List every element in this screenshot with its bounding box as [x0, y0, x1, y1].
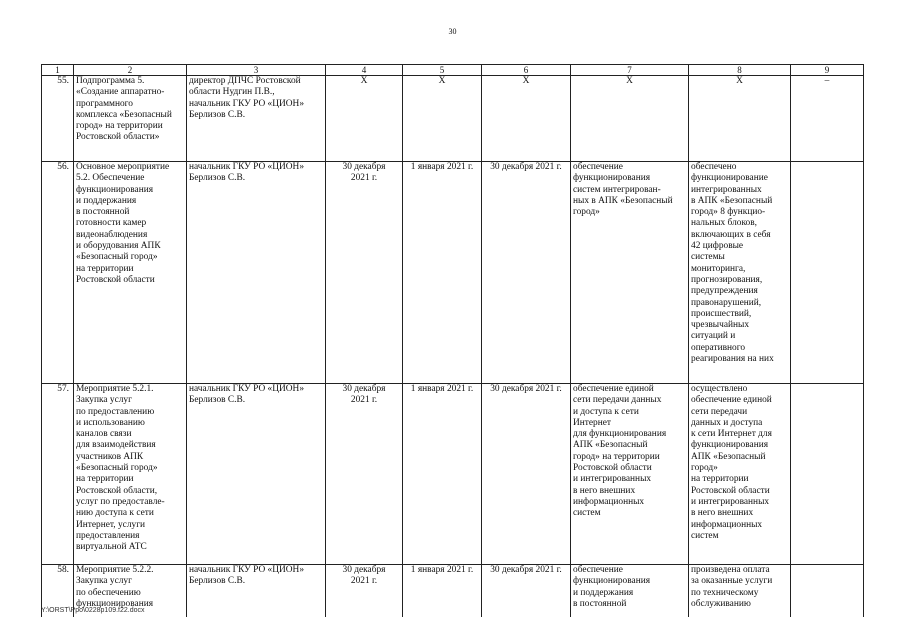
- planned-date: Х: [326, 76, 403, 162]
- planned-date: 30 декабря 2021 г.: [326, 162, 403, 384]
- expected-result: Х: [571, 76, 689, 162]
- header-cell-8: 8: [689, 65, 791, 76]
- planned-date: 30 декабря 2021 г.: [326, 384, 403, 565]
- end-date: Х: [482, 76, 571, 162]
- header-cell-1: 1: [42, 65, 74, 76]
- responsible-person: начальник ГКУ РО «ЦИОН» Берлизов С.В.: [187, 162, 326, 384]
- start-date: 1 января 2021 г.: [403, 565, 482, 617]
- header-cell-6: 6: [482, 65, 571, 76]
- header-cell-7: 7: [571, 65, 689, 76]
- report-table: [41, 64, 864, 617]
- notes: –: [791, 76, 864, 162]
- header-cell-4: 4: [326, 65, 403, 76]
- event-name: Подпрограмма 5. «Создание аппаратно- программного комплекса «Безопасный город» на территории Ростовской области»: [74, 76, 187, 162]
- start-date: 1 января 2021 г.: [403, 384, 482, 565]
- notes: [791, 384, 864, 565]
- actual-result: произведена оплата за оказанные услуги по техническому обслуживанию: [689, 565, 791, 617]
- event-name: Основное мероприятие 5.2. Обеспечение функционирования и поддержания в постоянной готовности камер видеонаблюдения и оборудования АПК «Безопасный город» на территории Ростовской области: [74, 162, 187, 384]
- header-cell-9: 9: [791, 65, 864, 76]
- start-date: 1 января 2021 г.: [403, 162, 482, 384]
- row-number: 57.: [42, 384, 74, 565]
- start-date: Х: [403, 76, 482, 162]
- responsible-person: директор ДПЧС Ростовской области Нудгин П.В., начальник ГКУ РО «ЦИОН» Берлизов С.В.: [187, 76, 326, 162]
- notes: [791, 565, 864, 617]
- end-date: 30 декабря 2021 г.: [482, 565, 571, 617]
- file-path-footer: Y:\ORST\Ppo\0228p109.f22.docx: [41, 607, 145, 614]
- table-row: [42, 76, 864, 162]
- table-row: [42, 384, 864, 565]
- header-row: [42, 65, 864, 76]
- page-number: 30: [448, 27, 457, 36]
- row-number: 58.: [42, 565, 74, 617]
- end-date: 30 декабря 2021 г.: [482, 384, 571, 565]
- end-date: 30 декабря 2021 г.: [482, 162, 571, 384]
- expected-result: обеспечение функционирования и поддержания в постоянной: [571, 565, 689, 617]
- actual-result: осуществлено обеспечение единой сети передачи данных и доступа к сети Интернет для функционирования АПК «Безопасный город» на территории Ростовской области и интегрированных в него внешних информационных систем: [689, 384, 791, 565]
- expected-result: обеспечение единой сети передачи данных и доступа к сети Интернет для функционирования АПК «Безопасный город» на территории Ростовской области и интегрированных в него внешних информационных систем: [571, 384, 689, 565]
- header-cell-2: 2: [74, 65, 187, 76]
- event-name: Мероприятие 5.2.1. Закупка услуг по предоставлению и использованию каналов связи для взаимодействия участников АПК «Безопасный город» на территории Ростовской области, услуг по предоставле- нию доступа к сети Интернет, услуги предоставления виртуальной АТС: [74, 384, 187, 565]
- expected-result: обеспечение функционирования систем интегрирован- ных в АПК «Безопасный город»: [571, 162, 689, 384]
- event-name: Мероприятие 5.2.2. Закупка услуг по обеспечению функционирования: [74, 565, 187, 617]
- row-number: 55.: [42, 76, 74, 162]
- notes: [791, 162, 864, 384]
- row-number: 56.: [42, 162, 74, 384]
- responsible-person: начальник ГКУ РО «ЦИОН» Берлизов С.В.: [187, 565, 326, 617]
- actual-result: обеспечено функционирование интегрированных в АПК «Безопасный город» 8 функцио- нальных блоков, включающих в себя 42 цифровые системы мониторинга, прогнозирования, предупреждения правонарушений, происшествий, чрезвычайных ситуаций и оперативного реагирования на них: [689, 162, 791, 384]
- responsible-person: начальник ГКУ РО «ЦИОН» Берлизов С.В.: [187, 384, 326, 565]
- table-row: [42, 565, 864, 617]
- actual-result: Х: [689, 76, 791, 162]
- planned-date: 30 декабря 2021 г.: [326, 565, 403, 617]
- table-row: [42, 162, 864, 384]
- header-cell-5: 5: [403, 65, 482, 76]
- header-cell-3: 3: [187, 65, 326, 76]
